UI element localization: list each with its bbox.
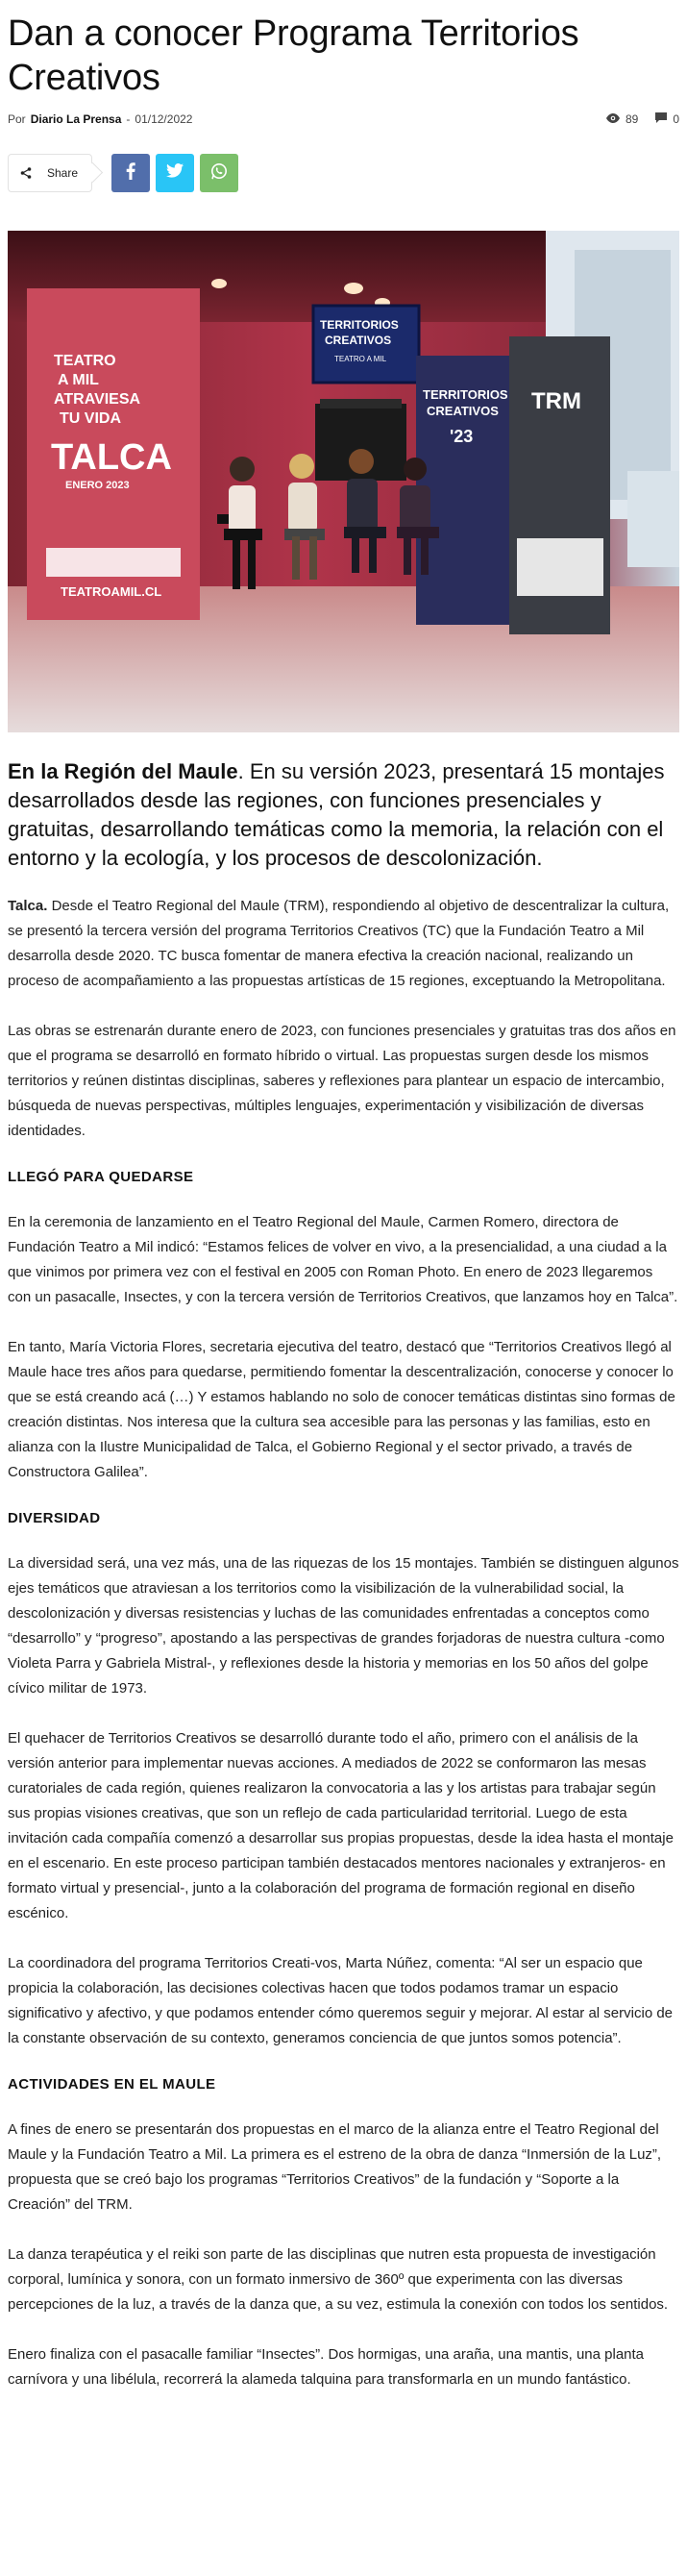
lead-text: . En su versión 2023, presentará 15 montajes desarrollados desde las regiones, con funciones presenciales y gratuitas, desarrollando temáticas como la memoria, la relación con el entorno y la ecología, y los procesos de descolonización.	[8, 759, 665, 870]
banner-right-line2: CREATIVOS	[427, 404, 499, 418]
banner-left-line3: ATRAVIESA	[54, 391, 141, 408]
article-paragraph: La coordinadora del programa Territorios Creati-vos, Marta Núñez, comenta: “Al ser un espacio que propicia la colaboración, las decisiones colectivas hacen que todos podamos tramar un espacio significativo y afectivo, y que podamos entender cómo queremos seguir y mejorar. Al estar al servicio de la constante observación de su contexto, generamos conciencia de que juntos somos potencia”.	[8, 1955, 674, 2046]
publish-date: 01/12/2022	[135, 112, 193, 126]
share-icon	[20, 167, 32, 179]
dateline: Talca.	[8, 898, 48, 914]
article-paragraph: En la ceremonia de lanzamiento en el Teatro Regional del Maule, Carmen Romero, directora de Fundación Teatro a Mil indicó: “Estamos felices de volver en vivo, a la presencialidad, a una ciudad a la que vinimos por primera vez con el festival en 2005 con Roman Photo. En enero de 2023 llegaremos con un pasacalle, Insectes, y con la tercera versión de Territorios Creativos, que lanzamos hoy en Talca”.	[8, 1214, 678, 1305]
article-paragraph: En tanto, María Victoria Flores, secretaria ejecutiva del teatro, destacó que “Territorios Creativos llegó al Maule hace tres años para quedarse, permitiendo fomentar la descentralización, conocerse y conocer lo que se está creando acá (…) Y estamos hablando no solo de conocer temáticas distintas sino formas de creación distintas. Nos interesa que la cultura sea accesible para las personas y las familias, esto en alianza con la Ilustre Municipalidad de Talca, el Gobierno Regional y el sector privado, a través de Constructora Galilea”.	[8, 1339, 675, 1480]
article-lead	[8, 757, 679, 873]
author-link[interactable]: Diario La Prensa	[30, 112, 122, 126]
banner-right-line1: TERRITORIOS	[423, 387, 508, 402]
facebook-share-button[interactable]	[111, 154, 150, 192]
banner-trm-logo: TRM	[531, 388, 581, 414]
meta-separator: -	[126, 112, 131, 126]
banner-left-line1: TEATRO	[54, 353, 116, 369]
screen-line2: CREATIVOS	[325, 334, 392, 347]
twitter-icon	[166, 163, 184, 183]
share-label: Share	[47, 166, 79, 180]
facebook-icon	[126, 162, 135, 185]
screen-line3: TEATRO A MIL	[334, 355, 387, 363]
banner-left-line2: A MIL	[58, 372, 99, 388]
section-heading: LLEGÓ PARA QUEDARSE	[8, 1169, 194, 1185]
share-button[interactable]	[8, 154, 92, 192]
banner-right-line3: '23	[450, 427, 474, 446]
comment-icon	[655, 112, 667, 126]
by-label: Por	[8, 112, 26, 126]
lead-strong: En la Región del Maule	[8, 759, 238, 783]
section-heading: DIVERSIDAD	[8, 1510, 101, 1526]
screen-line1: TERRITORIOS	[320, 318, 399, 332]
article-meta	[8, 110, 679, 129]
eye-icon	[606, 112, 620, 126]
banner-left-date: ENERO 2023	[65, 480, 130, 491]
views-counter	[606, 112, 638, 126]
whatsapp-icon	[210, 162, 228, 185]
section-heading: ACTIVIDADES EN EL MAULE	[8, 2076, 216, 2093]
article-paragraph: El quehacer de Territorios Creativos se desarrolló durante todo el año, primero con el análisis de la versión anterior para implementar nuevas acciones. A mediados de 2022 se conformaron las mesas curatoriales de cada región, quienes realizaron la convocatoria a las y los artistas para trabajar según sus propias visiones creativas, que son un reflejo de cada particularidad territorial. Luego de esta invitación cada compañía comenzó a desarrollar sus propias propuestas, desde la idea hasta el montaje en el escenario. En este proceso participan también destacados mentores nacionales y extranjeros- en formato virtual y presencial-, junto a la colaboración del programa de formación regional en diseño escénico.	[8, 1730, 674, 1921]
article-photo	[8, 231, 679, 732]
banner-left-line4: TU VIDA	[60, 410, 121, 427]
views-count: 89	[625, 112, 639, 126]
article-title: Dan a conocer Programa Territorios Creativos	[8, 13, 579, 98]
article-paragraph: La danza terapéutica y el reiki son parte de las disciplinas que nutren esta propuesta de investigación corporal, lumínica y sonora, con un formato inmersivo de 360º que experimenta con las diversas percepciones de la luz, a través de la danza que, a su vez, estimula la conexión con todos los sentidos.	[8, 2246, 669, 2313]
comments-count: 0	[673, 112, 679, 126]
comments-counter[interactable]	[655, 112, 679, 126]
banner-left-city: TALCA	[51, 437, 172, 478]
whatsapp-share-button[interactable]	[200, 154, 238, 192]
article-paragraph: A fines de enero se presentarán dos propuestas en el marco de la alianza entre el Teatro Regional del Maule y la Fundación Teatro a Mil. La primera es el estreno de la obra de danza “Inmersión de la Luz”, propuesta que se creó bajo los programas “Territorios Creativos” de la fundación y “Soporte a la Creación” del TRM.	[8, 2121, 662, 2213]
twitter-share-button[interactable]	[156, 154, 194, 192]
article-paragraph: Enero finaliza con el pasacalle familiar “Insectes”. Dos hormigas, una araña, una mantis, una planta carnívora y una libélula, recorrerá la alameda talquina para transformarla en un mundo fantástico.	[8, 2346, 645, 2388]
banner-left-url: TEATROAMIL.CL	[61, 584, 162, 599]
share-bar	[8, 154, 679, 192]
article-paragraph: Las obras se estrenarán durante enero de 2023, con funciones presenciales y gratuitas tras dos años en que el programa se desarrolló en formato híbrido o virtual. Las propuestas surgen desde los mismos territorios y reúnen distintas disciplinas, saberes y reflexiones para plantear un espacio de intercambio, búsqueda de nuevas perspectivas, múltiples lenguajes, experimentación y visibilización de diversas identidades.	[8, 1023, 676, 1139]
article-paragraph: La diversidad será, una vez más, una de las riquezas de los 15 montajes. También se distinguen algunos ejes temáticos que atraviesan a los territorios como la visibilización de la vulnerabilidad social, la descolonización y diversas resistencias y luchas de las comunidades enfrentadas a conceptos como “desarrollo” y “progreso”, apostando a las perspectivas de grandes forjadoras de nuestra cultura -como Violeta Parra y Gabriela Mistral-, y reflexiones desde la historia y memorias en los 50 años del golpe cívico militar de 1973.	[8, 1555, 679, 1697]
article-paragraph	[8, 894, 679, 994]
paragraph-text: Desde el Teatro Regional del Maule (TRM), respondiendo al objetivo de descentralizar la cultura, se presentó la tercera versión del programa Territorios Creativos (TC) que la Fundación Teatro a Mil desarrolla desde 2020. TC busca fomentar de manera efectiva la creación nacional, realizando un proceso de acompañamiento a las propuestas artísticas de 15 regiones, exceptuando la Metropolitana.	[8, 898, 670, 989]
